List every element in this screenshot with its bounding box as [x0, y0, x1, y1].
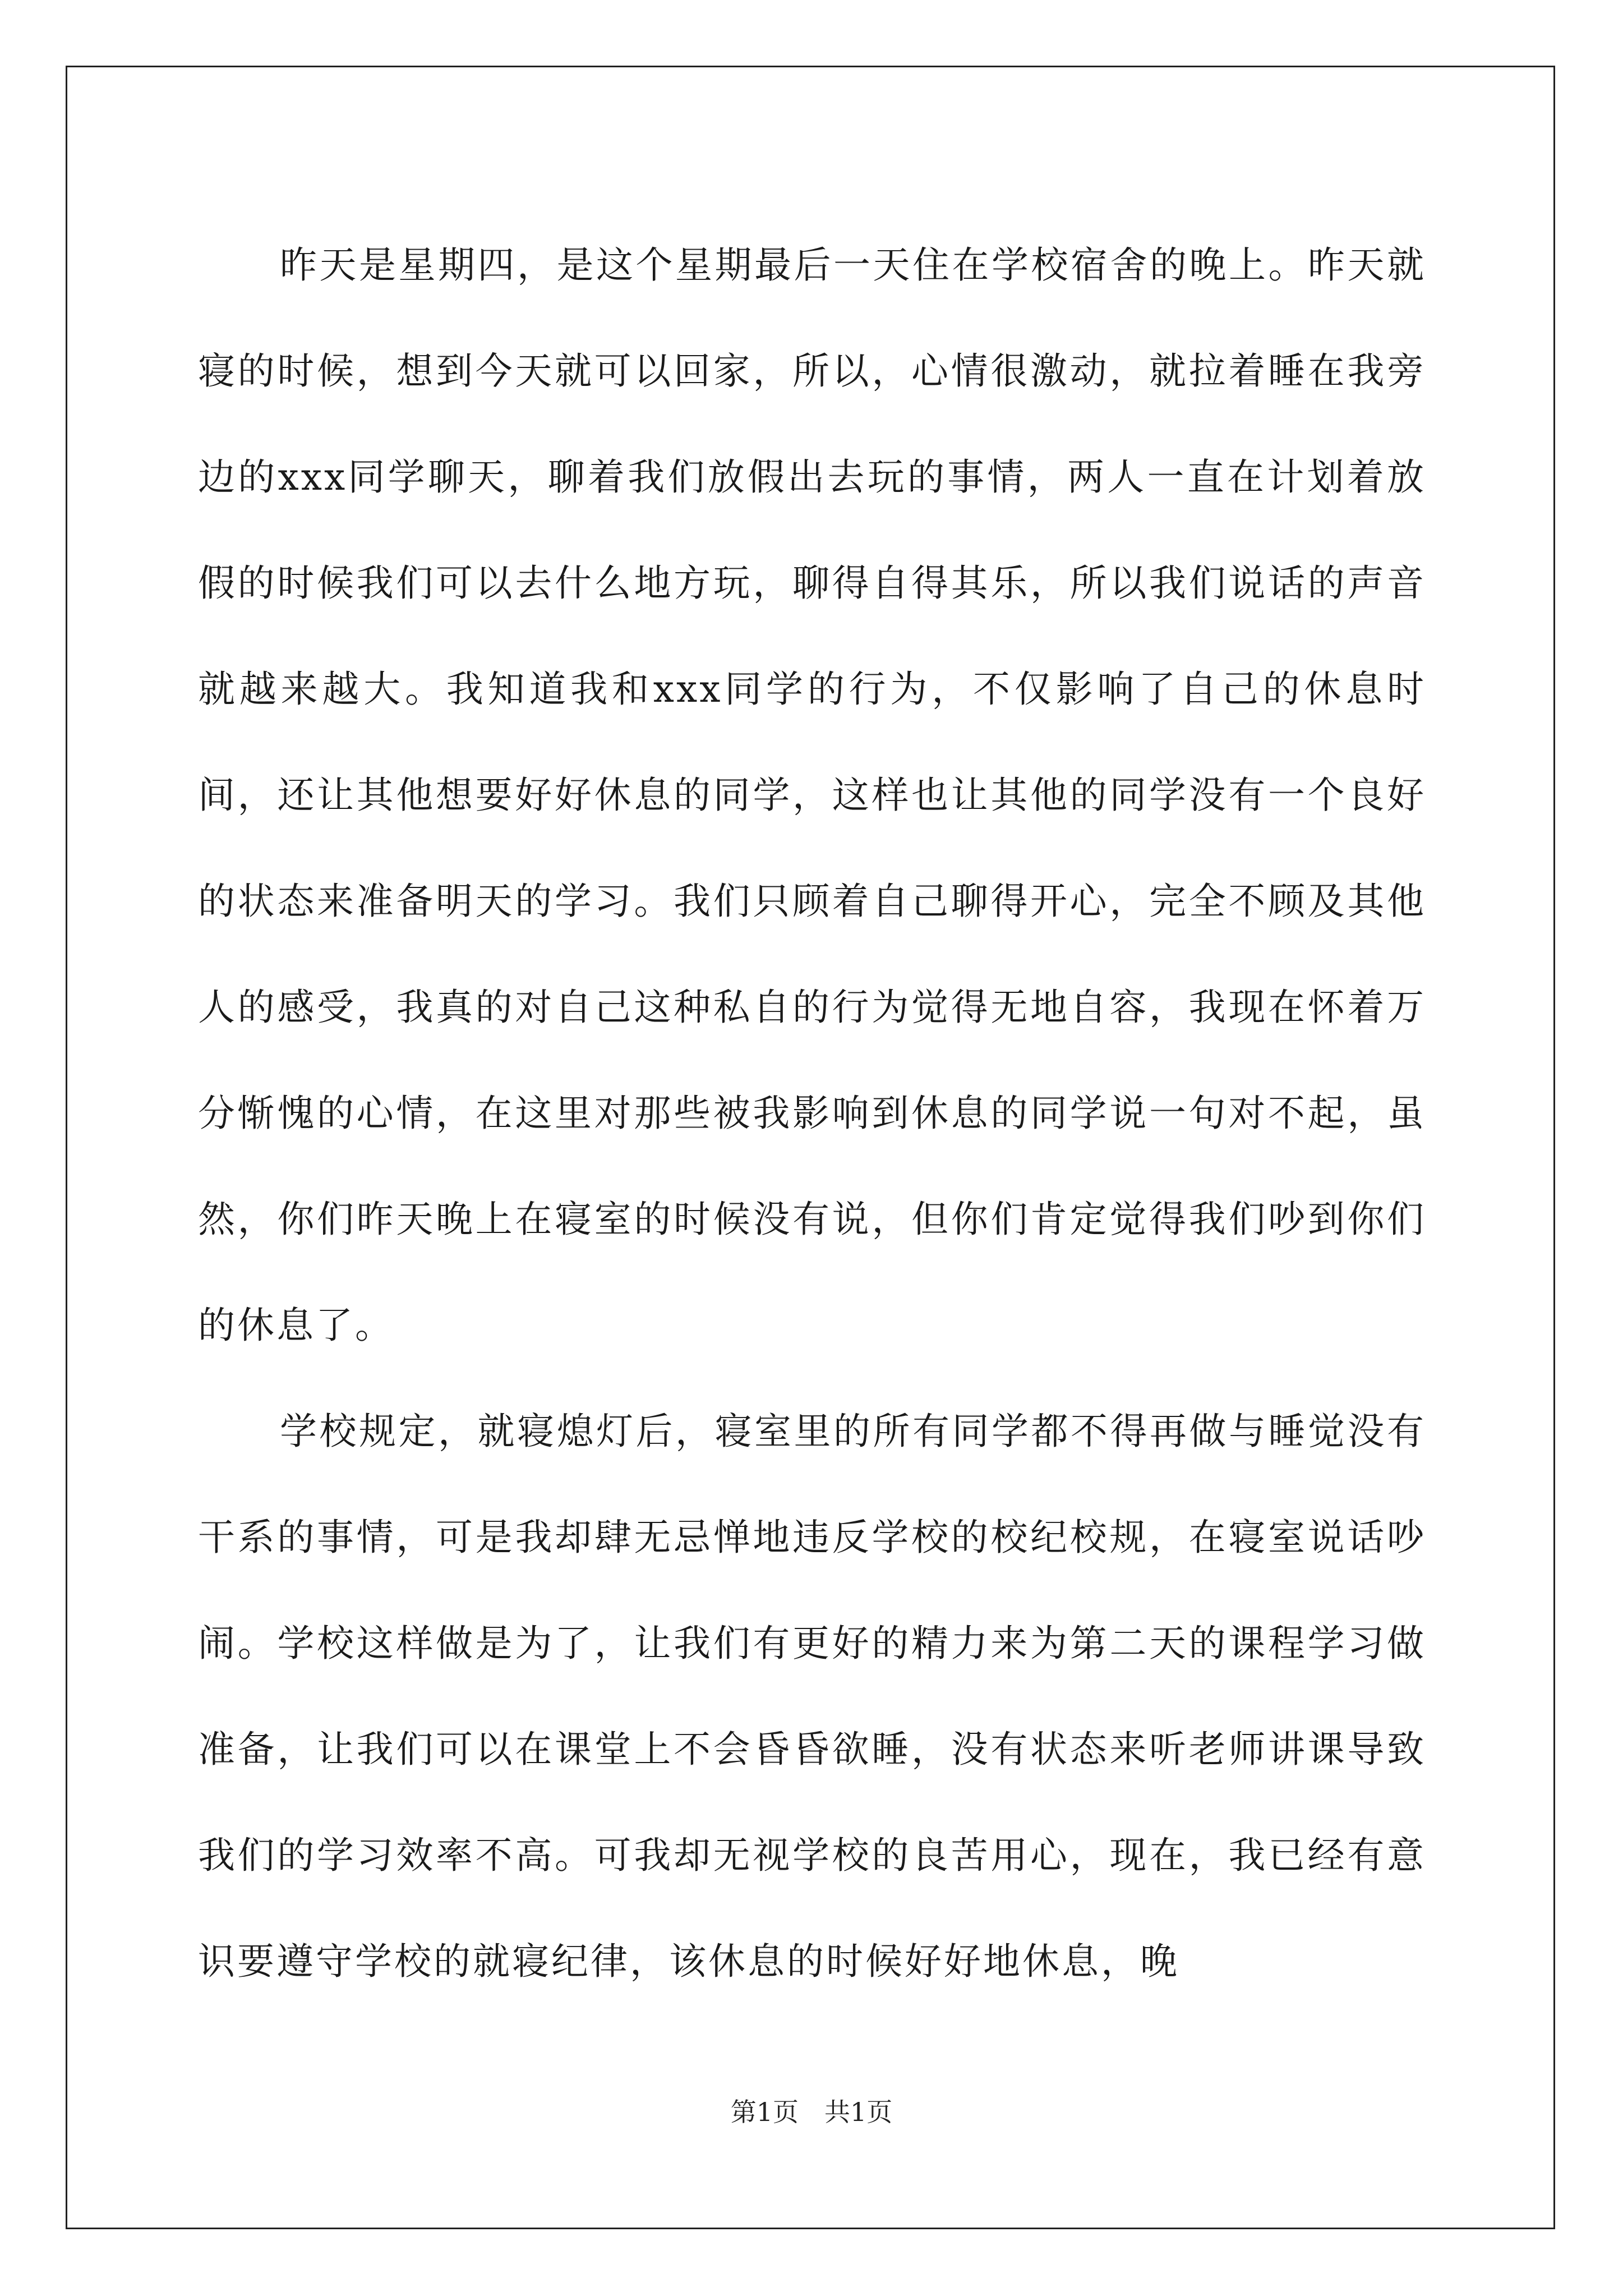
- page-number-footer: 第1页 共1页: [730, 2097, 893, 2127]
- document-body: [198, 212, 1426, 2014]
- paragraph-1: 昨天是星期四，是这个星期最后一天住在学校宿舍的晚上。昨天就寝的时候，想到今天就可以回家，所以，心情很激动，就拉着睡在我旁边的xxx同学聊天，聊着我们放假出去玩的事情，两人一直在计划着放假的时候我们可以去什么地方玩，聊得自得其乐，所以我们说话的声音就越来越大。我知道我和xxx同学的行为，不仅影响了自己的休息时间，还让其他想要好好休息的同学，这样也让其他的同学没有一个良好的状态来准备明天的学习。我们只顾着自己聊得开心，完全不顾及其他人的感受，我真的对自己这种私自的行为觉得无地自容，我现在怀着万分惭愧的心情，在这里对那些被我影响到休息的同学说一句对不起，虽然，你们昨天晚上在寝室的时候没有说，但你们肯定觉得我们吵到你们的休息了。: [198, 243, 1426, 1347]
- paragraph-2: 学校规定，就寝熄灯后，寝室里的所有同学都不得再做与睡觉没有干系的事情，可是我却肆无忌惮地违反学校的校纪校规，在寝室说话吵闹。学校这样做是为了，让我们有更好的精力来为第二天的课程学习做准备，让我们可以在课堂上不会昏昏欲睡，没有状态来听老师讲课导致我们的学习效率不高。可我却无视学校的良苦用心，现在，我已经有意识要遵守学校的就寝纪律，该休息的时候好好地休息，晚: [198, 1410, 1426, 1983]
